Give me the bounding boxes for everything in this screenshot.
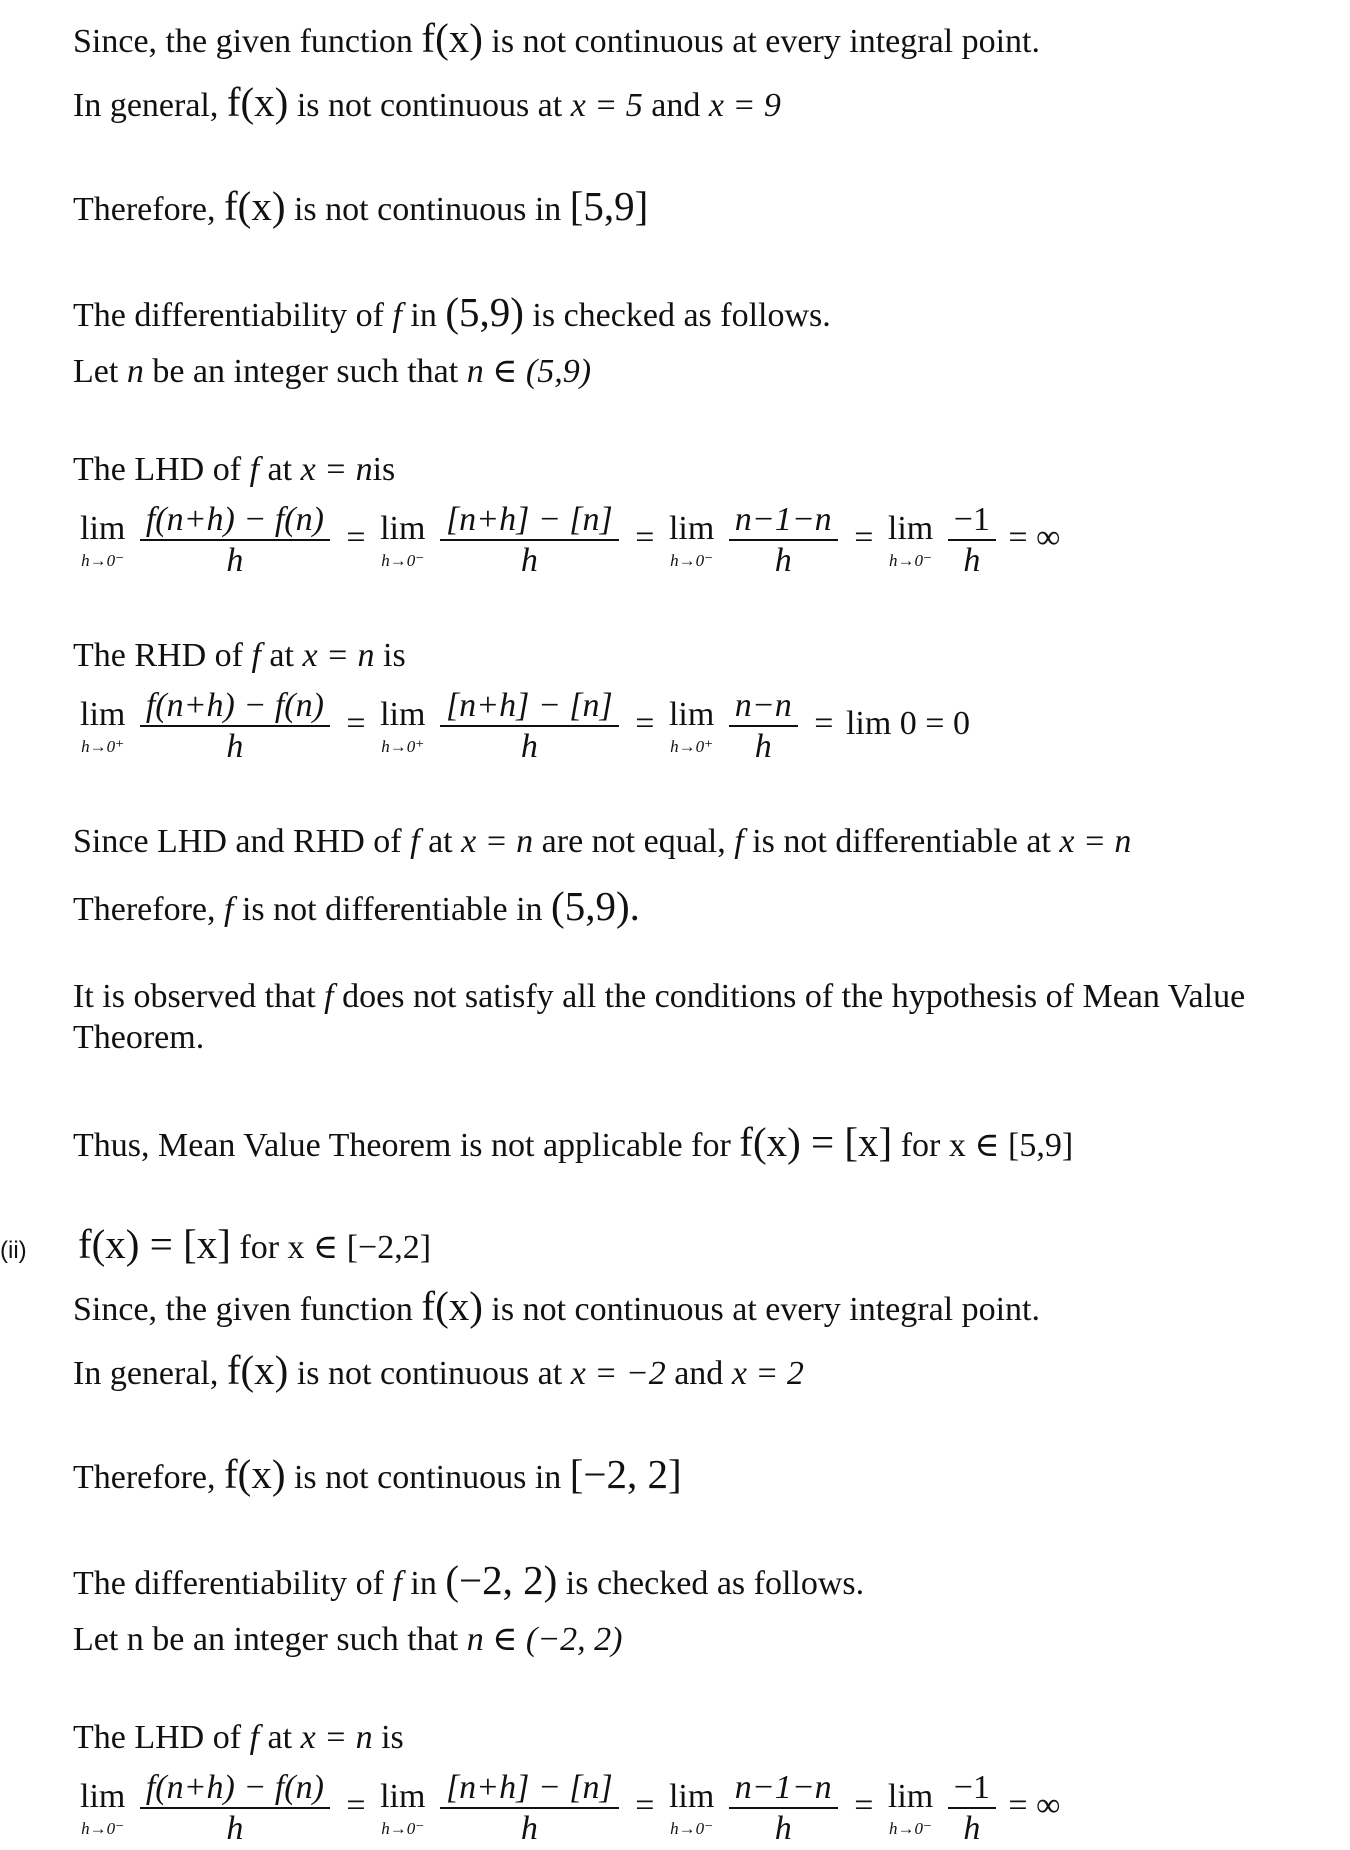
rhd-equation: lim h→0⁺ $\frac{f(n+h) - f(n)}{h}$ = lim h→0⁺ $\frac{[n+h] - [n]}{h}$ = lim h→0⁺ $\frac{n-n}{h}$ = lim 0 = 0 [80,687,970,766]
lhd-equation: lim h→0⁻ $\frac{f(n+h) - f(n)}{h}$ = lim h→0⁻ $\frac{[n+h] - [n]}{h}$ = lim h→0⁻ $\frac{n-1-n}{h}$ = lim h→0⁻ $\frac{-1}{h}$ = ∞ [80,1769,1061,1848]
text-line: The differentiability of f in (5,9) is checked as follows. [73,289,831,335]
text-line: Therefore, f is not differentiable in (5,9). [73,883,640,929]
text-line: Since, the given function f(x) is not continuous at every integral point. [73,1283,1041,1329]
text-line: f(x) = [x] for x ∈ [−2,2] [78,1221,432,1267]
text-line: Since, the given function f(x) is not continuous at every integral point. [73,15,1041,61]
text-line: Let n be an integer such that n ∈ (−2, 2) [73,1621,623,1658]
text-line: Thus, Mean Value Theorem is not applicable for f(x) = [x] for x ∈ [5,9] [73,1119,1074,1165]
text-line: The LHD of f at x = nis [73,451,396,488]
text-line: Therefore, f(x) is not continuous in [5,9] [73,183,649,229]
text-line: Therefore, f(x) is not continuous in [−2, 2] [73,1451,682,1497]
text-line: In general, f(x) is not continuous at x = 5 and x = 9 [73,79,781,125]
text-line: Let n be an integer such that n ∈ (5,9) [73,353,592,390]
text-line: The differentiability of f in (−2, 2) is checked as follows. [73,1557,865,1603]
text-line: The RHD of f at x = n is [73,637,406,674]
text-line: Since LHD and RHD of f at x = n are not equal, f is not differentiable at x = n [73,823,1132,860]
text-line: Theorem. [73,1019,205,1056]
text-line: It is observed that f does not satisfy all the conditions of the hypothesis of Mean Value [73,978,1246,1015]
part-label: (ii) [0,1237,27,1264]
text-line: The LHD of f at x = n is [73,1719,404,1756]
text-line: In general, f(x) is not continuous at x = −2 and x = 2 [73,1347,804,1393]
lhd-equation: lim h→0⁻ $\frac{f(n+h) - f(n)}{h}$ = lim h→0⁻ $\frac{[n+h] - [n]}{h}$ = lim h→0⁻ $\frac{n-1-n}{h}$ = lim h→0⁻ $\frac{-1}{h}$ = ∞ [80,501,1061,580]
